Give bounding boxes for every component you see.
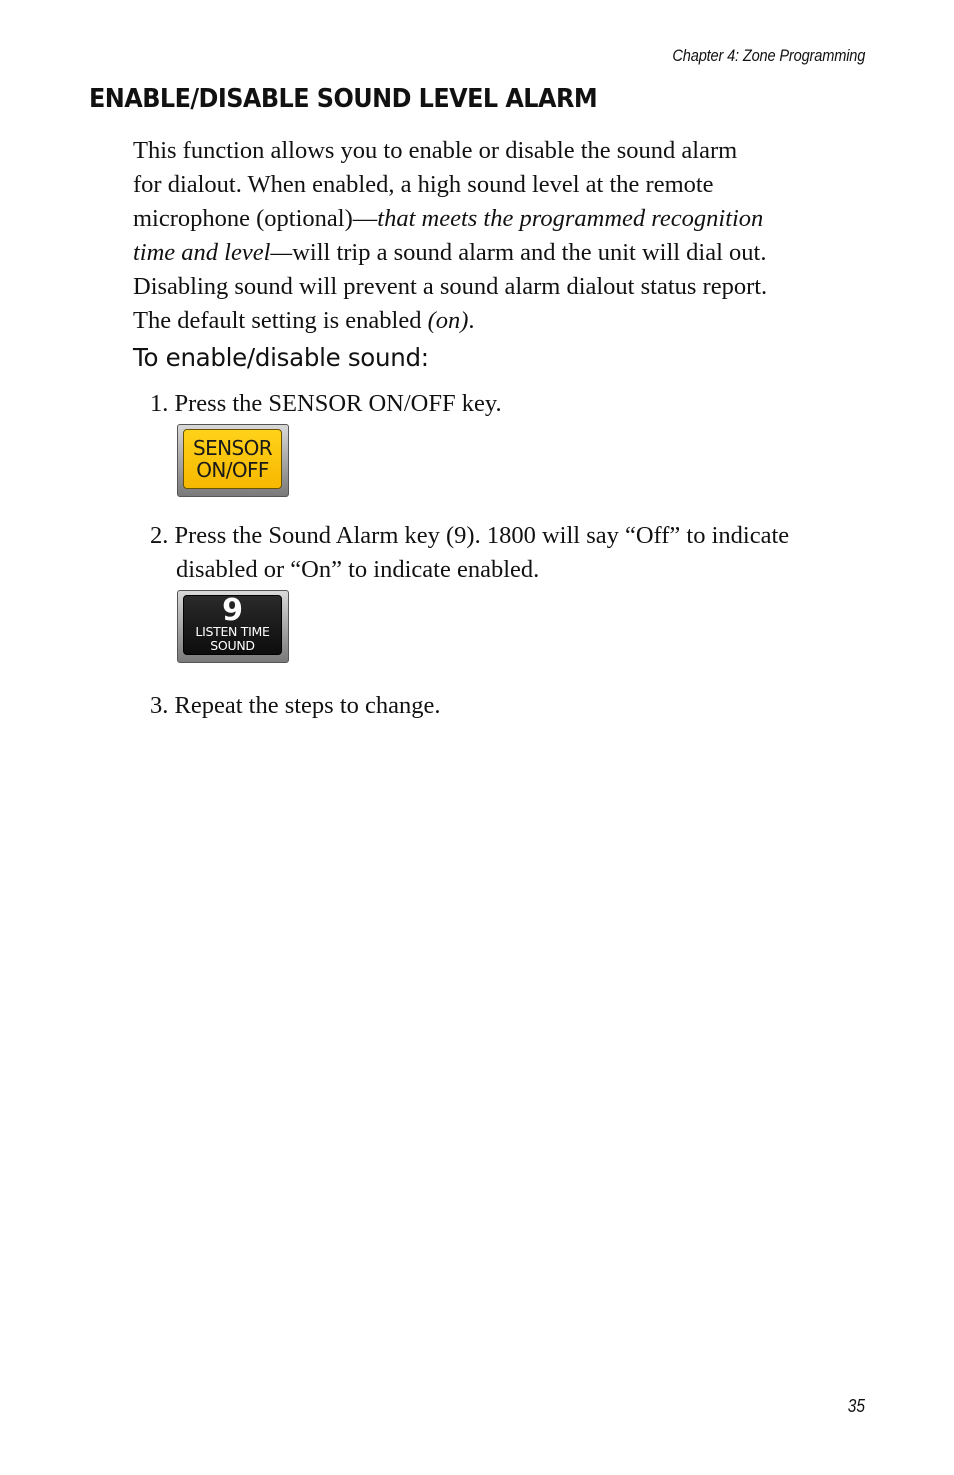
paragraph-line: Disabling sound will prevent a sound alarm dialout status report. xyxy=(133,273,768,300)
paragraph-text: will trip a sound alarm and the unit will dial out. xyxy=(292,239,767,266)
step-2-line2: disabled or “On” to indicate enabled. xyxy=(176,556,540,583)
paragraph-line: for dialout. When enabled, a high sound level at the remote xyxy=(133,171,714,198)
page-number: 35 xyxy=(847,1396,865,1416)
procedure-subheading: To enable/disable sound: xyxy=(133,343,429,372)
sensor-on-off-key-icon xyxy=(177,424,289,497)
step-1: 1. Press the SENSOR ON/OFF key. xyxy=(150,390,502,417)
step-2 xyxy=(150,519,789,587)
nine-listen-time-sound-key-icon xyxy=(177,590,289,663)
paragraph-line xyxy=(133,304,853,338)
paragraph-text: microphone (optional)— xyxy=(133,205,378,232)
paragraph-text: The default setting is enabled xyxy=(133,307,428,334)
section-title: ENABLE/DISABLE SOUND LEVEL ALARM xyxy=(89,84,598,114)
paragraph-text: . xyxy=(468,307,475,334)
step-2-line1: 2. Press the Sound Alarm key (9). 1800 will say “Off” to indicate xyxy=(150,522,790,549)
paragraph-emphasis: (on) xyxy=(427,307,469,334)
paragraph-line: This function allows you to enable or disable the sound alarm xyxy=(133,137,738,164)
paragraph-line xyxy=(133,236,853,270)
intro-paragraph xyxy=(133,134,853,338)
nine-key-digit: 9 xyxy=(222,593,243,628)
sensor-key-face xyxy=(183,429,282,489)
paragraph-emphasis: time and level— xyxy=(133,239,293,266)
sensor-key-label-line1: SENSOR xyxy=(192,436,273,460)
sensor-key-label-line2: ON/OFF xyxy=(196,458,269,482)
nine-key-face xyxy=(183,595,282,655)
paragraph-line xyxy=(133,202,853,236)
nine-key-label-line2: SOUND xyxy=(210,638,255,653)
nine-key-label-line1: LISTEN TIME xyxy=(195,624,270,639)
step-3: 3. Repeat the steps to change. xyxy=(150,692,441,719)
paragraph-emphasis: that meets the programmed recognition xyxy=(377,205,764,232)
running-head: Chapter 4: Zone Programming xyxy=(672,46,865,65)
